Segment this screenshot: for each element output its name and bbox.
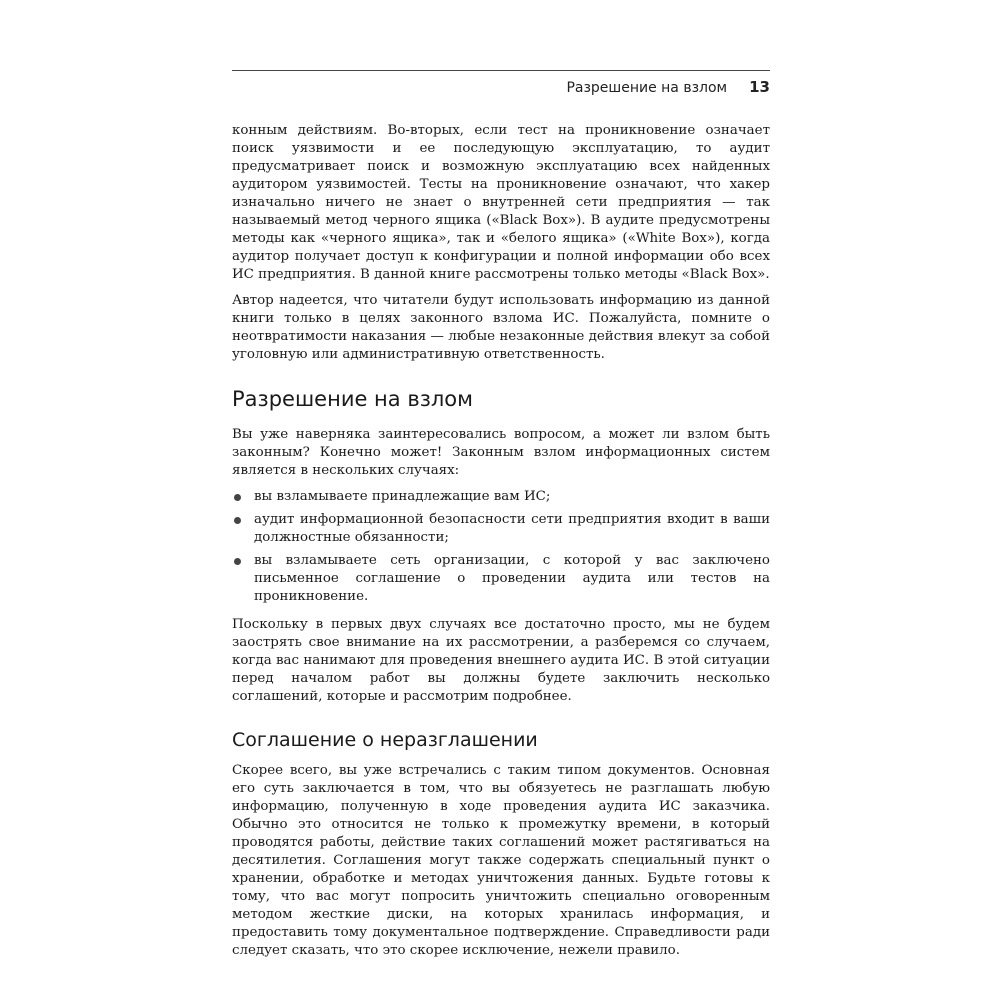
bullet-icon	[234, 558, 241, 565]
section-lead-paragraph: Вы уже наверняка заинтересовались вопросом, а может ли взлом быть законным? Конечно может! Законным взлом информационных систем является в нескольких случаях:	[232, 427, 770, 478]
running-header	[232, 70, 770, 100]
section-after-paragraph: Поскольку в первых двух случаях все достаточно просто, мы не будем заострять свое внимание на их рассмотрении, а разберемся со случаем, когда вас нанимают для проведения внешнего аудита ИС. В этой ситуации перед началом работ вы должны будете заключить несколько соглашений, которые и рассмотрим подробнее.	[232, 617, 770, 704]
list-item-text: вы взламываете сеть организации, с которой у вас заключено письменное соглашение о проведении аудита или тестов на проникновение.	[254, 553, 770, 604]
bullet-icon	[234, 517, 241, 524]
intro-paragraph-1: конным действиям. Во-вторых, если тест на проникновение означает поиск уязвимости и ее последующую эксплуатацию, то аудит предусматривает поиск и возможную эксплуатацию всех найденных аудитором уязвимостей. Тесты на проникновение означают, что хакер изначально ничего не знает о внутренней сети предприятия — так называемый метод черного ящика («Black Box»). В аудите предусмотрены методы как «черного ящика», так и «белого ящика» («White Box»), когда аудитор получает доступ к конфигурации и полной информации обо всех ИС предприятия. В данной книге рассмотрены только методы «Black Box».	[232, 123, 770, 282]
list-item	[232, 488, 770, 506]
intro-paragraph-2: Автор надеется, что читатели будут использовать информацию из данной книги только в целях законного взлома ИС. Пожалуйста, помните о неотвратимости наказания — любые незаконные действия влекут за собой уголовную или административную ответственность.	[232, 293, 770, 362]
list-item-text: вы взламываете принадлежащие вам ИС;	[254, 489, 551, 504]
list-item	[232, 552, 770, 606]
running-header-title: Разрешение на взлом	[566, 80, 728, 96]
page-body	[232, 122, 770, 968]
bullet-list	[232, 488, 770, 606]
bullet-icon	[234, 494, 241, 501]
section-heading: Разрешение на взлом	[232, 387, 473, 411]
page-number: 13	[749, 78, 770, 96]
subsection-paragraph: Скорее всего, вы уже встречались с таким типом документов. Основная его суть заключается в том, что вы обязуетесь не разглашать любую информацию, полученную в ходе проведения аудита ИС заказчика. Обычно это относится не только к промежутку времени, в который проводятся работы, действие таких соглашений может растягиваться на десятилетия. Соглашения могут также содержать специальный пункт о хранении, обработке и методах уничтожения данных. Будьте готовы к тому, что вас могут попросить уничтожить специально оговоренным методом жесткие диски, на которых хранилась информация, и предоставить тому документальное подтверждение. Справедливости ради следует сказать, что это скорее исключение, нежели правило.	[232, 763, 770, 958]
list-item	[232, 511, 770, 547]
list-item-text: аудит информационной безопасности сети предприятия входит в ваши должностные обязанности;	[254, 512, 770, 545]
subsection-heading: Соглашение о неразглашении	[232, 729, 538, 751]
